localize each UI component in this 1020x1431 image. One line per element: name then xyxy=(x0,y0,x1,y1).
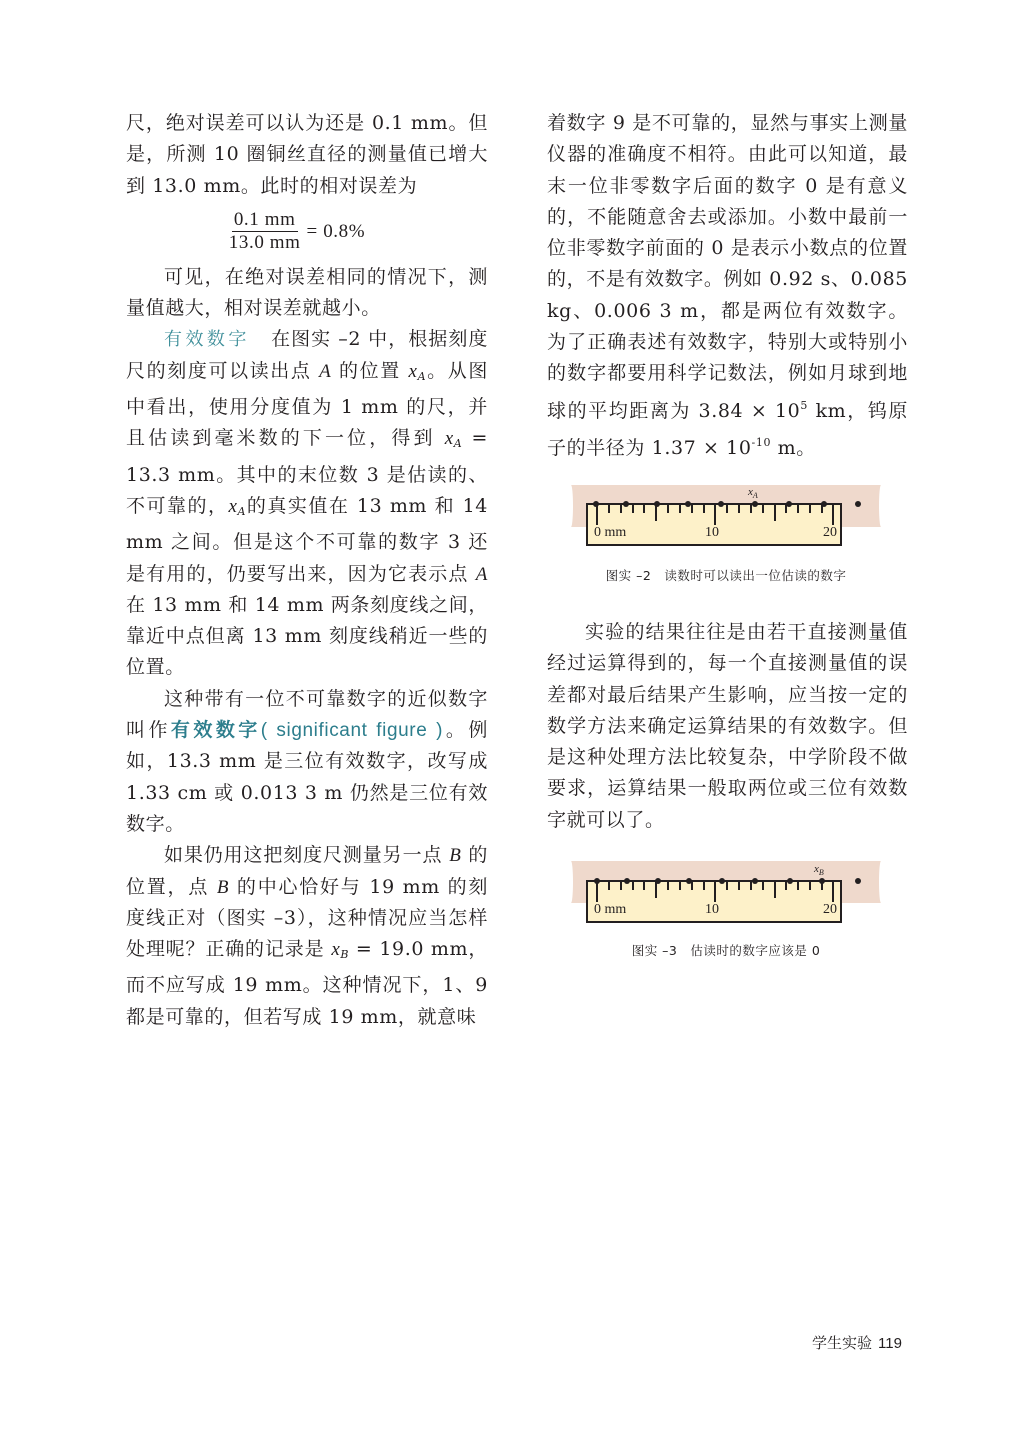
tick xyxy=(726,880,728,890)
paragraph: 可见，在绝对误差相同的情况下，测量值越大，相对误差就越小。 xyxy=(126,265,488,320)
right-column-middle xyxy=(547,617,908,836)
point-dot xyxy=(752,878,758,884)
tick xyxy=(762,503,764,513)
tick xyxy=(703,503,705,513)
numerator: 0.1 mm xyxy=(233,209,296,231)
tick-major xyxy=(714,880,716,902)
point-a-dot xyxy=(752,501,758,507)
left-column xyxy=(126,108,488,1033)
tick xyxy=(608,880,610,890)
tick xyxy=(738,880,740,890)
ruler-label-0: 0 mm xyxy=(594,525,627,540)
figure-ruler-reading-a xyxy=(571,482,881,592)
paragraph: 如果仍用这把刻度尺测量另一点 B 的位置，点 B 的中心恰好与 19 mm 的刻度线正对（图实 –3），这种情况应当怎样处理呢？正确的记录是 $x_B = 19.0$ mm，而不应写成 19 mm。这种情况下，1、9 都是可靠的，但若写成 19 mm，就意味 xyxy=(126,844,488,1028)
tick xyxy=(738,503,740,513)
point-dot xyxy=(855,878,861,884)
tick xyxy=(691,503,693,513)
point-dot xyxy=(624,878,630,884)
point-dot xyxy=(821,501,827,507)
tick xyxy=(809,880,811,890)
tick xyxy=(809,503,811,513)
tick-mid xyxy=(774,880,776,898)
paragraph-significant-figures: 有效数字 在图实 –2 中，根据刻度尺的刻度可以读出点 A 的位置 $x_A$。从图中看出，使用分度值为 1 mm 的尺，并且估读到毫米数的下一位，得到 $x_A = 13.3$ mm。其中的末位数 3 是估读的、不可靠的，$x_A$的真实值在 13 mm 和 14 mm 之间。但是这个不可靠的数字 3 还是有用的，仍要写出来，因为它表示点 A 在 13 mm 和 14 mm 两条刻度线之间，靠近中点但离 13 mm 刻度线稍近一些的位置。 xyxy=(126,328,489,679)
tick-major xyxy=(832,503,834,525)
point-dot xyxy=(623,501,629,507)
fraction xyxy=(229,209,301,254)
tick xyxy=(620,880,622,890)
section-name: 学生实验 xyxy=(812,1334,873,1352)
ruler-label-20: 20 xyxy=(823,525,837,540)
tick xyxy=(679,503,681,513)
paragraph: 实验的结果往往是由若干直接测量值经过运算得到的，每一个直接测量值的误差都对最后结果产生影响，应当按一定的数学方法来确定运算结果的有效数字。但是这种处理方法比较复杂，中学阶段不做要求，运算结果一般取两位或三位有效数字就可以了。 xyxy=(547,621,908,831)
tick xyxy=(632,503,634,513)
ruler-label-10: 10 xyxy=(705,525,719,540)
defined-term: 有效数字 xyxy=(170,719,261,742)
tick xyxy=(797,880,799,890)
tick-mid xyxy=(774,503,776,521)
ruler xyxy=(586,503,842,546)
paragraph: 尺，绝对误差可以认为还是 0.1 mm。但是，所测 10 圈铜丝直径的测量值已增大到 13.0 mm。此时的相对误差为 xyxy=(126,112,488,197)
point-dot xyxy=(654,501,660,507)
formula-result: = 0.8% xyxy=(306,221,366,243)
tick xyxy=(797,503,799,513)
point-dot xyxy=(686,878,692,884)
point-dot xyxy=(719,878,725,884)
paragraph: 着数字 9 是不可靠的，显然与事实上测量仪器的准确度不相符。由此可以知道，最末一位非零数字后面的数字 0 是有意义的，不能随意舍去或添加。小数中最前一位非零数字前面的 0 是表示小数点的位置的，不是有效数字。例如 0.92 s、0.085 kg、0.006 3 m，都是两位有效数字。为了正确表述有效数字，特别大或特别小的数字都要用科学记数法，例如月球到地球的平均距离为 $3.84 \times 10^5$ km，钨原子的半径为 $1.37 \times 10^{-10}$ m。 xyxy=(547,112,908,459)
tick xyxy=(667,503,669,513)
section-keyword: 有效数字 xyxy=(164,329,250,351)
defined-term-english: ( significant figure ) xyxy=(260,720,444,742)
tick xyxy=(667,880,669,890)
tick xyxy=(703,880,705,890)
ruler xyxy=(586,880,842,923)
tick-major xyxy=(714,503,716,525)
point-dot xyxy=(593,501,599,507)
point-dot xyxy=(718,501,724,507)
page-footer xyxy=(812,1332,902,1353)
tick-major xyxy=(832,880,834,902)
tick xyxy=(632,880,634,890)
point-a-label: $x_A$ xyxy=(748,486,758,500)
figure-caption: 图实 –3 估读时的数字应该是 0 xyxy=(631,943,821,958)
point-dot xyxy=(787,878,793,884)
figure-ruler-reading-b xyxy=(571,861,881,971)
relative-error-formula xyxy=(106,202,488,262)
tick xyxy=(608,503,610,513)
paragraph-definition: 这种带有一位不可靠数字的近似数字叫作有效数字( significant figure )。例如，13.3 mm 是三位有效数字，改写成 1.33 cm 或 0.013 3 m 仍然是三位有效数字。 xyxy=(126,687,488,835)
tick xyxy=(762,880,764,890)
ruler-label-20: 20 xyxy=(823,902,837,917)
tick xyxy=(643,880,645,890)
point-b-label: $x_B$ xyxy=(814,863,824,877)
point-dot xyxy=(655,878,661,884)
figure-caption: 图实 –2 读数时可以读出一位估读的数字 xyxy=(605,568,847,583)
tick xyxy=(643,503,645,513)
tick xyxy=(679,880,681,890)
ruler-label-10: 10 xyxy=(705,902,719,917)
right-column-top xyxy=(547,108,908,464)
point-dot xyxy=(685,501,691,507)
ruler-label-0: 0 mm xyxy=(594,902,627,917)
point-dot xyxy=(786,501,792,507)
denominator: 13.0 mm xyxy=(228,232,301,254)
tick xyxy=(726,503,728,513)
tick xyxy=(620,503,622,513)
point-b-dot xyxy=(819,878,825,884)
point-dot xyxy=(855,501,861,507)
point-dot xyxy=(594,878,600,884)
page-number: 119 xyxy=(878,1335,902,1352)
